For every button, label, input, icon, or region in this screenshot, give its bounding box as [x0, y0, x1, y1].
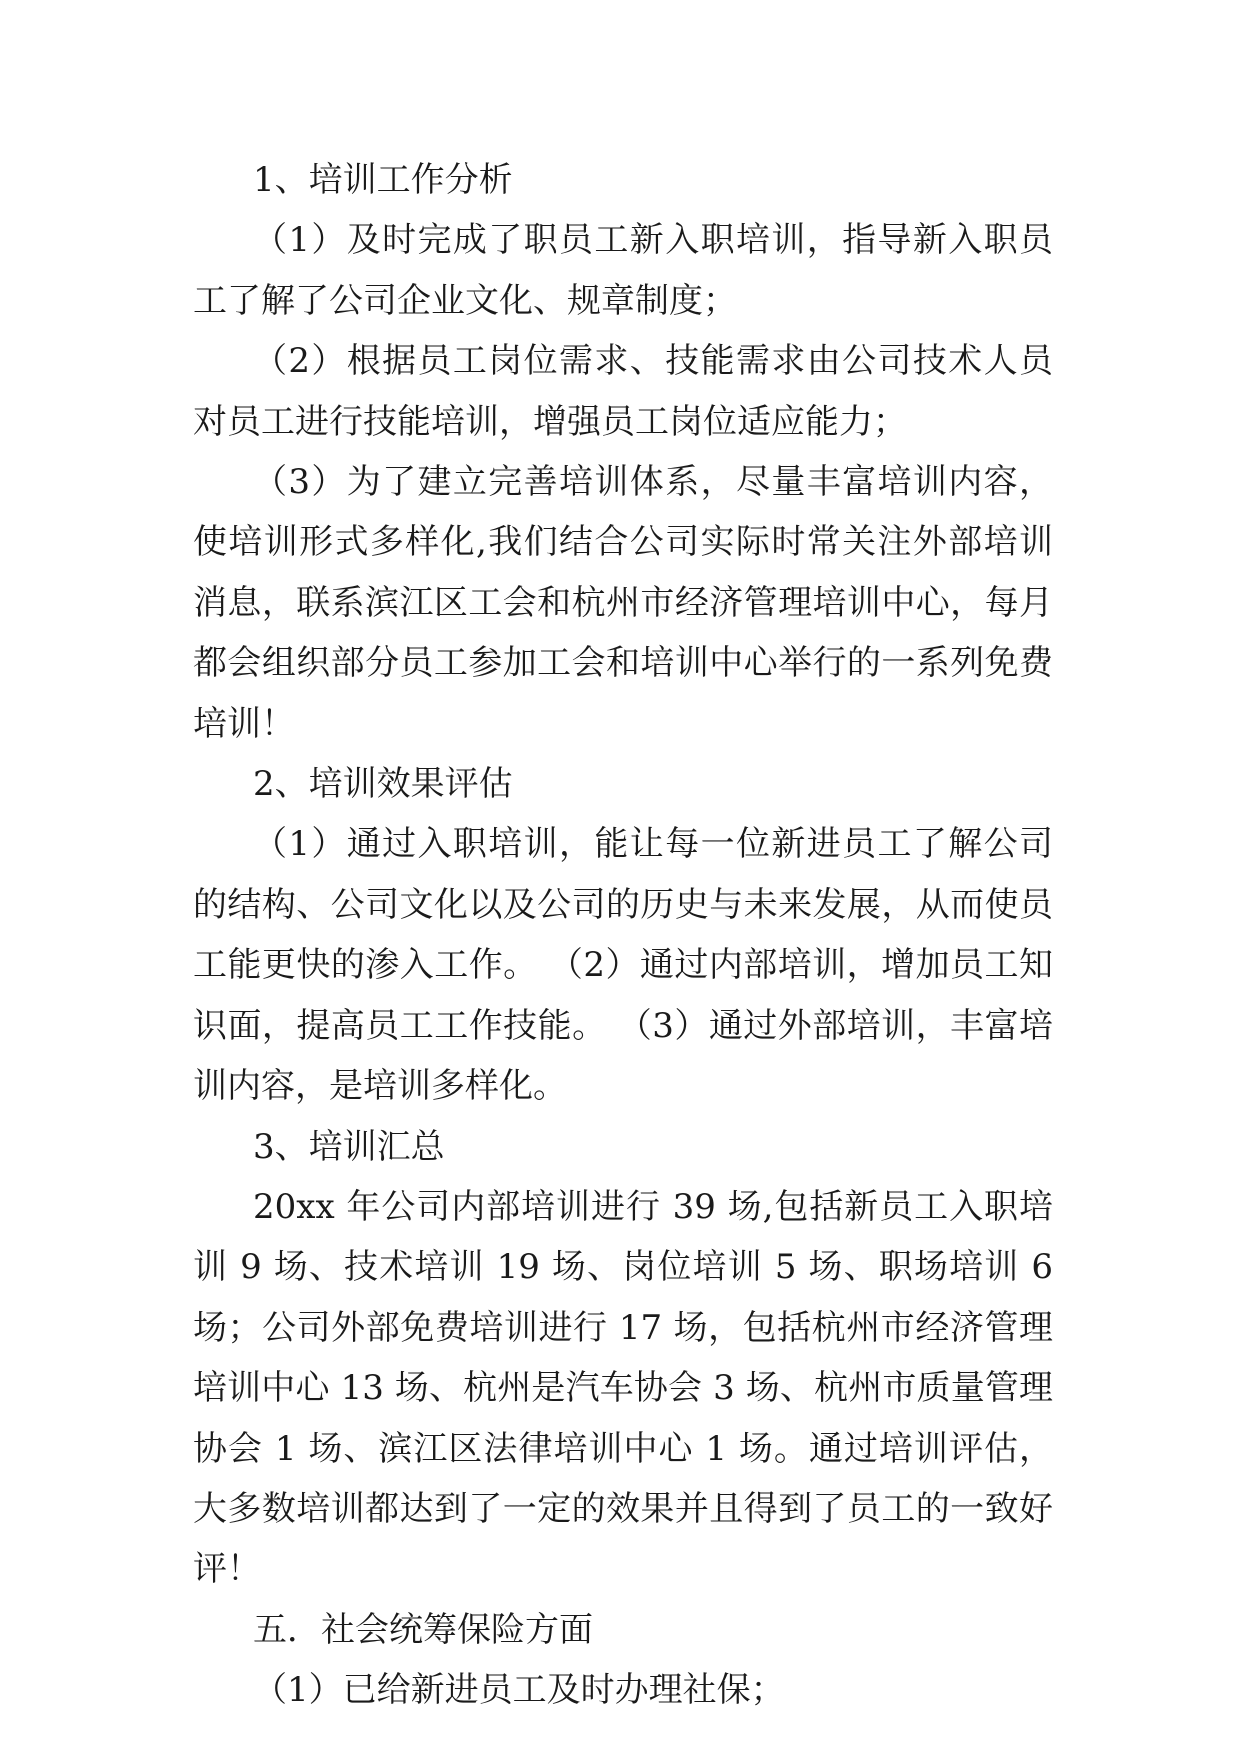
paragraph-evaluation-details: （1）通过入职培训，能让每一位新进员工了解公司的结构、公司文化以及公司的历史与未来发展，从而使员工能更快的渗入工作。 （2）通过内部培训，增加员工知识面，提高员工工作技能。 （3）通过外部培训，丰富培训内容，是培训多样化。	[193, 824, 1053, 1107]
section-heading-training-summary: 3、培训汇总	[253, 1126, 445, 1167]
section-heading-training-evaluation: 2、培训效果评估	[253, 764, 513, 805]
paragraph-external-training: （3）为了建立完善培训体系，尽量丰富培训内容，使培训形式多样化,我们结合公司实际时常关注外部培训消息，联系滨江区工会和杭州市经济管理培训中心，每月都会组织部分员工参加工会和培训中心举行的一系列免费培训！	[193, 462, 1053, 744]
section-heading-social-insurance: 五．社会统筹保险方面	[253, 1609, 593, 1650]
paragraph-training-summary: 20xx 年公司内部培训进行 39 场,包括新员工入职培训 9 场、技术培训 19 场、岗位培训 5 场、职场培训 6 场；公司外部免费培训进行 17 场，包括杭州市经济管理培训中心 13 场、杭州是汽车协会 3 场、杭州市质量管理协会 1 场、滨江区法律培训中心 1 场。通过培训评估，大多数培训都达到了一定的效果并且得到了员工的一致好评！	[193, 1186, 1053, 1590]
document-body	[193, 150, 1053, 1721]
paragraph-new-employee-training: （1）及时完成了职员工新入职培训，指导新入职员工了解了公司企业文化、规章制度；	[193, 220, 1053, 321]
paragraph-social-insurance-item: （1）已给新进员工及时办理社保；	[253, 1670, 785, 1711]
section-heading-training-analysis: 1、培训工作分析	[253, 160, 513, 200]
paragraph-skills-training: （2）根据员工岗位需求、技能需求由公司技术人员对员工进行技能培训，增强员工岗位适应能力；	[193, 341, 1053, 442]
